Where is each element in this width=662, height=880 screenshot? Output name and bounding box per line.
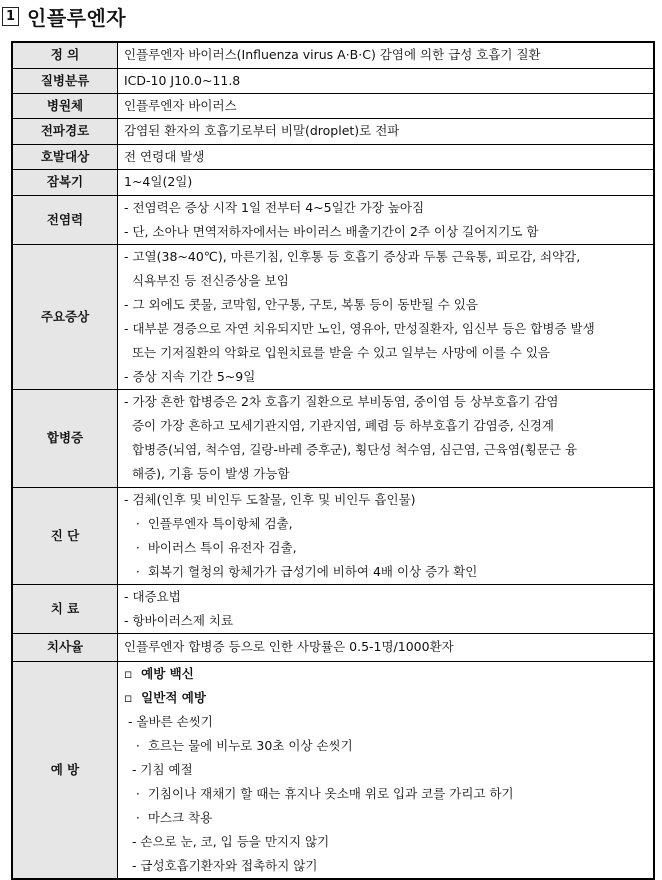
label-diagnosis: 진 단 — [12, 487, 118, 584]
text-line: · 흐르는 물에 비누로 30초 이상 손씻기 — [124, 737, 353, 753]
text-line: · 마스크 착용 — [124, 809, 213, 825]
row-target — [12, 144, 654, 169]
row-treatment — [12, 584, 654, 633]
label-pathogen: 병원체 — [12, 93, 118, 118]
content-classification — [118, 68, 655, 93]
text-line: 인플루엔자 바이러스 — [124, 97, 237, 113]
disease-info-table — [11, 41, 655, 880]
row-infectivity — [12, 195, 654, 244]
row-incubation — [12, 169, 654, 195]
label-symptoms: 주요증상 — [12, 244, 118, 389]
text-line: - 단, 소아나 면역저하자에서는 바이러스 배출기간이 2주 이상 길어지기도 함 — [124, 223, 539, 239]
text-line: 또는 기저질환의 악화로 입원치료를 받을 수 있고 일부는 사망에 이를 수 있음 — [124, 344, 550, 360]
content-pathogen — [118, 93, 655, 118]
row-definition — [12, 42, 654, 68]
text-line: 증이 가장 흔하고 모세기관지염, 기관지염, 폐렴 등 하부호흡기 감염증, 신경계 — [124, 418, 554, 433]
label-incubation: 잠복기 — [12, 169, 118, 195]
row-classification — [12, 68, 654, 93]
text-line: 식욕부진 등 전신증상을 보임 — [124, 272, 289, 288]
text-line: 해증), 기흉 등이 발생 가능함 — [124, 466, 290, 481]
section-number-box: 1 — [2, 7, 19, 26]
text-line: ▫ 예방 백신 — [124, 665, 194, 681]
text-line: ▫ 일반적 예방 — [124, 689, 206, 705]
content-definition — [118, 42, 655, 68]
text-line: - 손으로 눈, 코, 입 등을 만지지 않기 — [124, 833, 330, 849]
text-line: ICD-10 J10.0~11.8 — [124, 72, 241, 88]
content-transmission — [118, 118, 655, 144]
label-prevention: 예 방 — [12, 661, 118, 879]
text-line: - 가장 흔한 합병증은 2차 호흡기 질환으로 부비동염, 중이염 등 상부호흡기 감염 — [124, 394, 559, 409]
text-line: 합병증(뇌염, 척수염, 길랑-바레 증후군), 횡단성 척수염, 심근염, 근육염(횡문근 융 — [124, 442, 578, 457]
text-line: - 대부분 경증으로 자연 치유되지만 노인, 영유아, 만성질환자, 임신부 등은 합병증 발생 — [124, 320, 595, 336]
text-line: - 항바이러스제 치료 — [124, 612, 234, 628]
row-symptoms — [12, 244, 654, 389]
text-line: 인플루엔자 합병증 등으로 인한 사망률은 0.5-1명/1000환자 — [124, 639, 454, 654]
row-complications — [12, 389, 654, 487]
row-diagnosis — [12, 487, 654, 584]
content-incubation — [118, 169, 655, 195]
text-line: 감염된 환자의 호흡기로부터 비말(droplet)로 전파 — [124, 123, 400, 138]
row-prevention — [12, 661, 654, 879]
text-line: 인플루엔자 바이러스(Influenza virus A·B·C) 감염에 의한 급성 호흡기 질환 — [124, 47, 541, 63]
content-infectivity — [118, 195, 655, 244]
label-fatality: 치사율 — [12, 633, 118, 661]
text-line: · 기침이나 재채기 할 때는 휴지나 옷소매 위로 입과 코를 가리고 하기 — [124, 785, 514, 801]
text-line: 1~4일(2일) — [124, 174, 193, 189]
content-target — [118, 144, 655, 169]
text-line: - 급성호흡기환자와 접촉하지 않기 — [124, 857, 318, 873]
page-title: 인플루엔자 — [27, 5, 127, 30]
text-line: - 그 외에도 콧물, 코막힘, 안구통, 구토, 복통 등이 동반될 수 있음 — [124, 296, 478, 312]
content-treatment — [118, 584, 655, 633]
text-line: · 회복기 혈청의 항체가가 급성기에 비하여 4배 이상 증가 확인 — [124, 563, 478, 579]
content-complications — [118, 389, 655, 487]
row-pathogen — [12, 93, 654, 118]
text-line: - 증상 지속 기간 5~9일 — [124, 368, 256, 384]
text-line: - 대증요법 — [124, 588, 181, 604]
label-classification: 질병분류 — [12, 68, 118, 93]
row-transmission — [12, 118, 654, 144]
text-line: · 바이러스 특이 유전자 검출, — [124, 539, 297, 555]
label-transmission: 전파경로 — [12, 118, 118, 144]
row-fatality — [12, 633, 654, 661]
content-prevention — [118, 661, 655, 879]
section-title — [2, 2, 126, 30]
text-line: - 올바른 손씻기 — [124, 713, 213, 729]
label-complications: 합병증 — [12, 389, 118, 487]
content-diagnosis — [118, 487, 655, 584]
text-line: - 검체(인후 및 비인두 도찰물, 인후 및 비인두 흡인물) — [124, 491, 416, 507]
text-line: - 기침 예절 — [124, 761, 193, 777]
label-infectivity: 전염력 — [12, 195, 118, 244]
content-symptoms — [118, 244, 655, 389]
text-line: · 인플루엔자 특이항체 검출, — [124, 515, 293, 531]
content-fatality — [118, 633, 655, 661]
label-definition: 정 의 — [12, 42, 118, 68]
label-treatment: 치 료 — [12, 584, 118, 633]
label-target: 호발대상 — [12, 144, 118, 169]
text-line: - 전염력은 증상 시작 1일 전부터 4~5일간 가장 높아짐 — [124, 199, 425, 215]
text-line: - 고열(38~40℃), 마른기침, 인후통 등 호흡기 증상과 두통 근육통, 피로감, 쇠약감, — [124, 248, 581, 264]
text-line: 전 연령대 발생 — [124, 148, 205, 164]
